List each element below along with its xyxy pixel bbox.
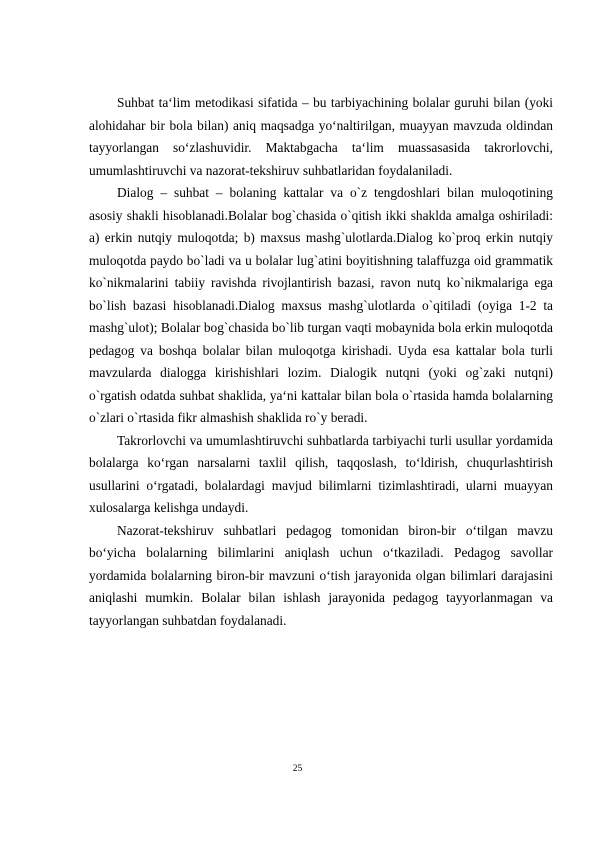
paragraph-takrorlovchi: Takrorlovchi va umumlashtiruvchi suhbatlarda tarbiyachi turli usullar yordamida bolalarga ko‘rgan narsalarni taxlil qilish, taqqoslash, to‘ldirish, chuqurlashtirish usullarini o‘rgatadi, bolalardagi mavjud bilimlarni tizimlashtiradi, ularni muayyan xulosalarga kelishga undaydi. [89,432,553,515]
paragraph-suhbat-definition: Suhbat ta‘lim metodikasi sifatida – bu tarbiyachining bolalar guruhi bilan (yoki alohidahar bir bola bilan) aniq maqsadga yo‘naltirilgan, muayyan mavzuda oldindan tayyorlangan so‘zlashuvidir. Maktabgacha ta‘lim muassasasida takrorlovchi, umumlashtiruvchi va nazorat-tekshiruv suhbatlaridan foydalaniladi. [89,95,553,178]
page-number: 25 [292,764,303,774]
body-text [89,92,553,632]
paragraph-nazorat-tekshiruv: Nazorat-tekshiruv suhbatlari pedagog tomonidan biron-bir o‘tilgan mavzu bo‘yicha bolalarning bilimlarini aniqlash uchun o‘tkaziladi. Pedagog savollar yordamida bolalarning biron-bir mavzuni o‘tish jarayonida olgan bilimlari darajasini aniqlashi mumkin. Bolalar bilan ishlash jarayonida pedagog tayyorlanmagan va tayyorlangan suhbatdan foydalanadi. [89,522,553,628]
paragraph-dialog: Dialog – suhbat – bolaning kattalar va o`z tengdoshlari bilan muloqotining asosiy shakli hisoblanadi.Bolalar bog`chasida o`qitish ikki shaklda amalga oshiriladi: a) erkin nutqiy muloqotda; b) maxsus mashg`ulotlarda.Dialog ko`proq erkin nutqiy muloqotda paydo bo`ladi va u bolalar lug`atini boyitishning talaffuzga oid grammatik ko`nikmalarini tabiiy ravishda rivojlantirish bazasi, ravon nutq ko`nikmalariga ega bo`lish bazasi hisoblanadi.Dialog maxsus mashg`ulotlarda o`qitiladi (oyiga 1-2 ta mashg`ulot); Bolalar bog`chasida bo`lib turgan vaqti mobaynida bola erkin muloqotda pedagog va boshqa bolalar bilan muloqotga kirishadi. Uyda esa kattalar bola turli mavzularda dialogga kirishishlari lozim. Dialogik nutqni (yoki og`zaki nutqni) o`rgatish odatda suhbat shaklida, ya‘ni kattalar bilan bola o`rtasida hamda bolalarning o`zlari o`rtasida fikr almashish shaklida ro`y beradi. [89,185,553,425]
